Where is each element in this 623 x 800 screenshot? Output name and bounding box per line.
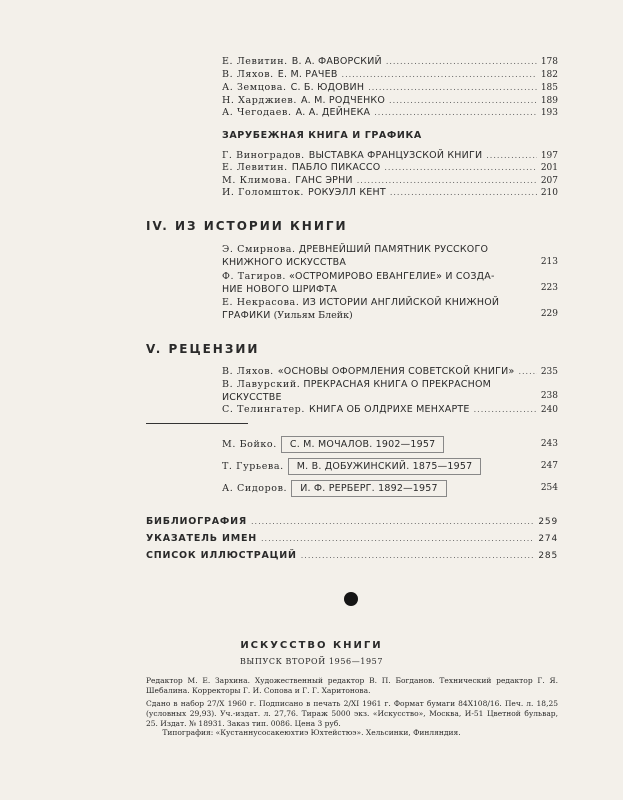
obituary-entry bbox=[222, 434, 558, 454]
subsection-heading: ЗАРУБЕЖНАЯ КНИГА И ГРАФИКА bbox=[222, 130, 422, 141]
toc-title-cont: ИСКУССТВЕ bbox=[222, 392, 282, 403]
dot-leader bbox=[261, 534, 534, 543]
backmatter-entry bbox=[146, 516, 558, 527]
toc-author: А. Чегодаев. bbox=[222, 107, 292, 118]
toc-author: В. Ляхов. bbox=[222, 69, 274, 80]
toc-entry bbox=[222, 175, 558, 187]
toc-title-cont: НИЕ НОВОГО ШРИФТА bbox=[222, 284, 338, 295]
toc-author: Э. Смирнова. bbox=[222, 244, 296, 255]
toc-page: 247 bbox=[540, 461, 558, 471]
toc-title: РОКУЭЛЛ КЕНТ bbox=[308, 187, 386, 198]
toc-entry bbox=[222, 270, 558, 296]
obit-framed-title: М. В. ДОБУЖИНСКИЙ. 1875—1957 bbox=[288, 458, 482, 475]
imprint-editors: Редактор М. Е. Зархина. Художественный редактор В. П. Богданов. Технический редактор Г. Я. Шебалина. Корректоры Г. И. Сопова и Г. Г. Харитонова. bbox=[146, 676, 558, 695]
toc-page: 229 bbox=[540, 309, 558, 319]
toc-entry bbox=[222, 378, 558, 404]
dot-leader bbox=[474, 404, 537, 416]
toc-author: В. Ляхов. bbox=[222, 366, 274, 377]
toc-page: 240 bbox=[540, 405, 558, 415]
toc-page: 285 bbox=[538, 551, 558, 561]
toc-title: ДРЕВНЕЙШИЙ ПАМЯТНИК РУССКОГО bbox=[298, 244, 489, 255]
toc-title: В. А. ФАВОРСКИЙ bbox=[291, 56, 382, 67]
obituary-entry bbox=[222, 478, 558, 498]
section-heading: V. РЕЦЕНЗИИ bbox=[146, 342, 260, 356]
toc-title: ПРЕКРАСНАЯ КНИГА О ПРЕКРАСНОМ bbox=[303, 379, 492, 390]
toc-page: 193 bbox=[540, 108, 558, 118]
toc-page: 235 bbox=[540, 367, 558, 377]
backmatter-title: УКАЗАТЕЛЬ ИМЕН bbox=[146, 533, 257, 544]
imprint-subtitle: ВЫПУСК ВТОРОЙ 1956—1957 bbox=[239, 657, 384, 666]
dot-leader bbox=[390, 187, 537, 199]
toc-title: «ОСНОВЫ ОФОРМЛЕНИЯ СОВЕТСКОЙ КНИГИ» bbox=[277, 366, 515, 377]
toc-page: 243 bbox=[540, 439, 558, 449]
toc-title: КНИГА ОБ ОЛДРИХЕ МЕНХАРТЕ bbox=[309, 404, 470, 415]
toc-page: 238 bbox=[540, 391, 558, 401]
backmatter-title: БИБЛИОГРАФИЯ bbox=[146, 516, 248, 527]
toc-author: Н. Харджиев. bbox=[222, 95, 297, 106]
imprint-typography: Типография: «Кустаннусосакеюхтиэ Юхтейстюэ». Хельсинки, Финляндия. bbox=[162, 728, 461, 737]
toc-author: В. Лавурский. bbox=[222, 379, 301, 390]
toc-entry bbox=[222, 296, 558, 322]
obituary-entry bbox=[222, 456, 558, 476]
toc-page: 213 bbox=[540, 257, 558, 267]
dot-leader bbox=[357, 175, 537, 187]
section-heading: IV. ИЗ ИСТОРИИ КНИГИ bbox=[146, 219, 348, 233]
dot-leader bbox=[342, 69, 537, 81]
toc-entry bbox=[222, 69, 558, 81]
toc-entry bbox=[222, 404, 558, 416]
dot-leader bbox=[251, 517, 534, 526]
obit-author: А. Сидоров. bbox=[222, 482, 288, 494]
toc-entry bbox=[222, 150, 558, 162]
obit-author: М. Бойко. bbox=[222, 438, 277, 450]
dot-leader bbox=[301, 551, 535, 560]
toc-title-cont: КНИЖНОГО ИСКУССТВА bbox=[222, 257, 347, 268]
dot-leader bbox=[389, 95, 537, 107]
dot-leader bbox=[384, 162, 536, 174]
obit-author: Т. Гурьева. bbox=[222, 460, 284, 472]
toc-page: 185 bbox=[540, 83, 558, 93]
toc-page: 259 bbox=[538, 517, 558, 527]
toc-page: 207 bbox=[540, 176, 558, 186]
toc-entry bbox=[222, 187, 558, 199]
divider-rule bbox=[146, 423, 248, 424]
toc-entry bbox=[222, 366, 558, 378]
imprint-details: Сдано в набор 27/X 1960 г. Подписано в печать 2/XI 1961 г. Формат бумаги 84Х108/16. Печ. л. 18,25 (условных 29,93). Уч.-издат. л. 27,76. Тираж 5000 экз. «Искусство», Москва, И-51 Цветной бульвар, 25. Издат. № 18931. Заказ тип. 0086. Цена 3 руб. bbox=[146, 699, 558, 728]
toc-page: 274 bbox=[538, 534, 558, 544]
toc-entry bbox=[222, 162, 558, 174]
toc-author: Ф. Тагиров. bbox=[222, 271, 287, 282]
toc-page: 178 bbox=[540, 57, 558, 67]
dot-leader bbox=[374, 107, 537, 119]
toc-author: А. Земцова. bbox=[222, 82, 287, 93]
dot-leader bbox=[368, 82, 537, 94]
toc-author: Е. Левитин. bbox=[222, 162, 288, 173]
toc-author: Е. Левитин. bbox=[222, 56, 288, 67]
toc-entry bbox=[222, 82, 558, 94]
backmatter-entry bbox=[146, 550, 558, 561]
toc-title: ВЫСТАВКА ФРАНЦУЗСКОЙ КНИГИ bbox=[308, 150, 483, 161]
toc-page: 201 bbox=[540, 163, 558, 173]
toc-title: Е. М. РАЧЕВ bbox=[277, 69, 338, 80]
ornament-dot-icon bbox=[344, 592, 358, 606]
toc-title-cont: ГРАФИКИ bbox=[222, 310, 271, 321]
toc-title: А. А. ДЕЙНЕКА bbox=[295, 107, 371, 118]
backmatter-title: СПИСОК ИЛЛЮСТРАЦИЙ bbox=[146, 550, 297, 561]
dot-leader bbox=[486, 150, 537, 162]
toc-note: (Уильям Блейк) bbox=[273, 310, 353, 321]
imprint-title: ИСКУССТВО КНИГИ bbox=[240, 640, 383, 651]
toc-entry bbox=[222, 56, 558, 68]
toc-page: 189 bbox=[540, 96, 558, 106]
toc-page: 223 bbox=[540, 283, 558, 293]
toc-author: С. Телингатер. bbox=[222, 404, 305, 415]
toc-page: 197 bbox=[540, 151, 558, 161]
dot-leader bbox=[386, 56, 537, 68]
obit-framed-title: С. М. МОЧАЛОВ. 1902—1957 bbox=[281, 436, 444, 453]
toc-author: И. Голомшток. bbox=[222, 187, 305, 198]
toc-title: «ОСТРОМИРОВО ЕВАНГЕЛИЕ» И СОЗДА- bbox=[289, 271, 495, 282]
toc-page: 182 bbox=[540, 70, 558, 80]
toc-title: ПАБЛО ПИКАССО bbox=[291, 162, 381, 173]
dot-leader bbox=[518, 366, 536, 378]
toc-entry bbox=[222, 107, 558, 119]
toc-title: ГАНС ЭРНИ bbox=[295, 175, 353, 186]
toc-title: ИЗ ИСТОРИИ АНГЛИЙСКОЙ КНИЖНОЙ bbox=[302, 297, 500, 308]
toc-page: 210 bbox=[540, 188, 558, 198]
toc-author: М. Климова. bbox=[222, 175, 292, 186]
toc-page: 254 bbox=[540, 483, 558, 493]
toc-entry bbox=[222, 95, 558, 107]
obit-framed-title: И. Ф. РЕРБЕРГ. 1892—1957 bbox=[291, 480, 447, 497]
toc-entry bbox=[222, 243, 558, 269]
toc-author: Г. Виноградов. bbox=[222, 150, 305, 161]
toc-author: Е. Некрасова. bbox=[222, 297, 300, 308]
toc-title: С. Б. ЮДОВИН bbox=[290, 82, 365, 93]
toc-title: А. М. РОДЧЕНКО bbox=[300, 95, 386, 106]
backmatter-entry bbox=[146, 533, 558, 544]
